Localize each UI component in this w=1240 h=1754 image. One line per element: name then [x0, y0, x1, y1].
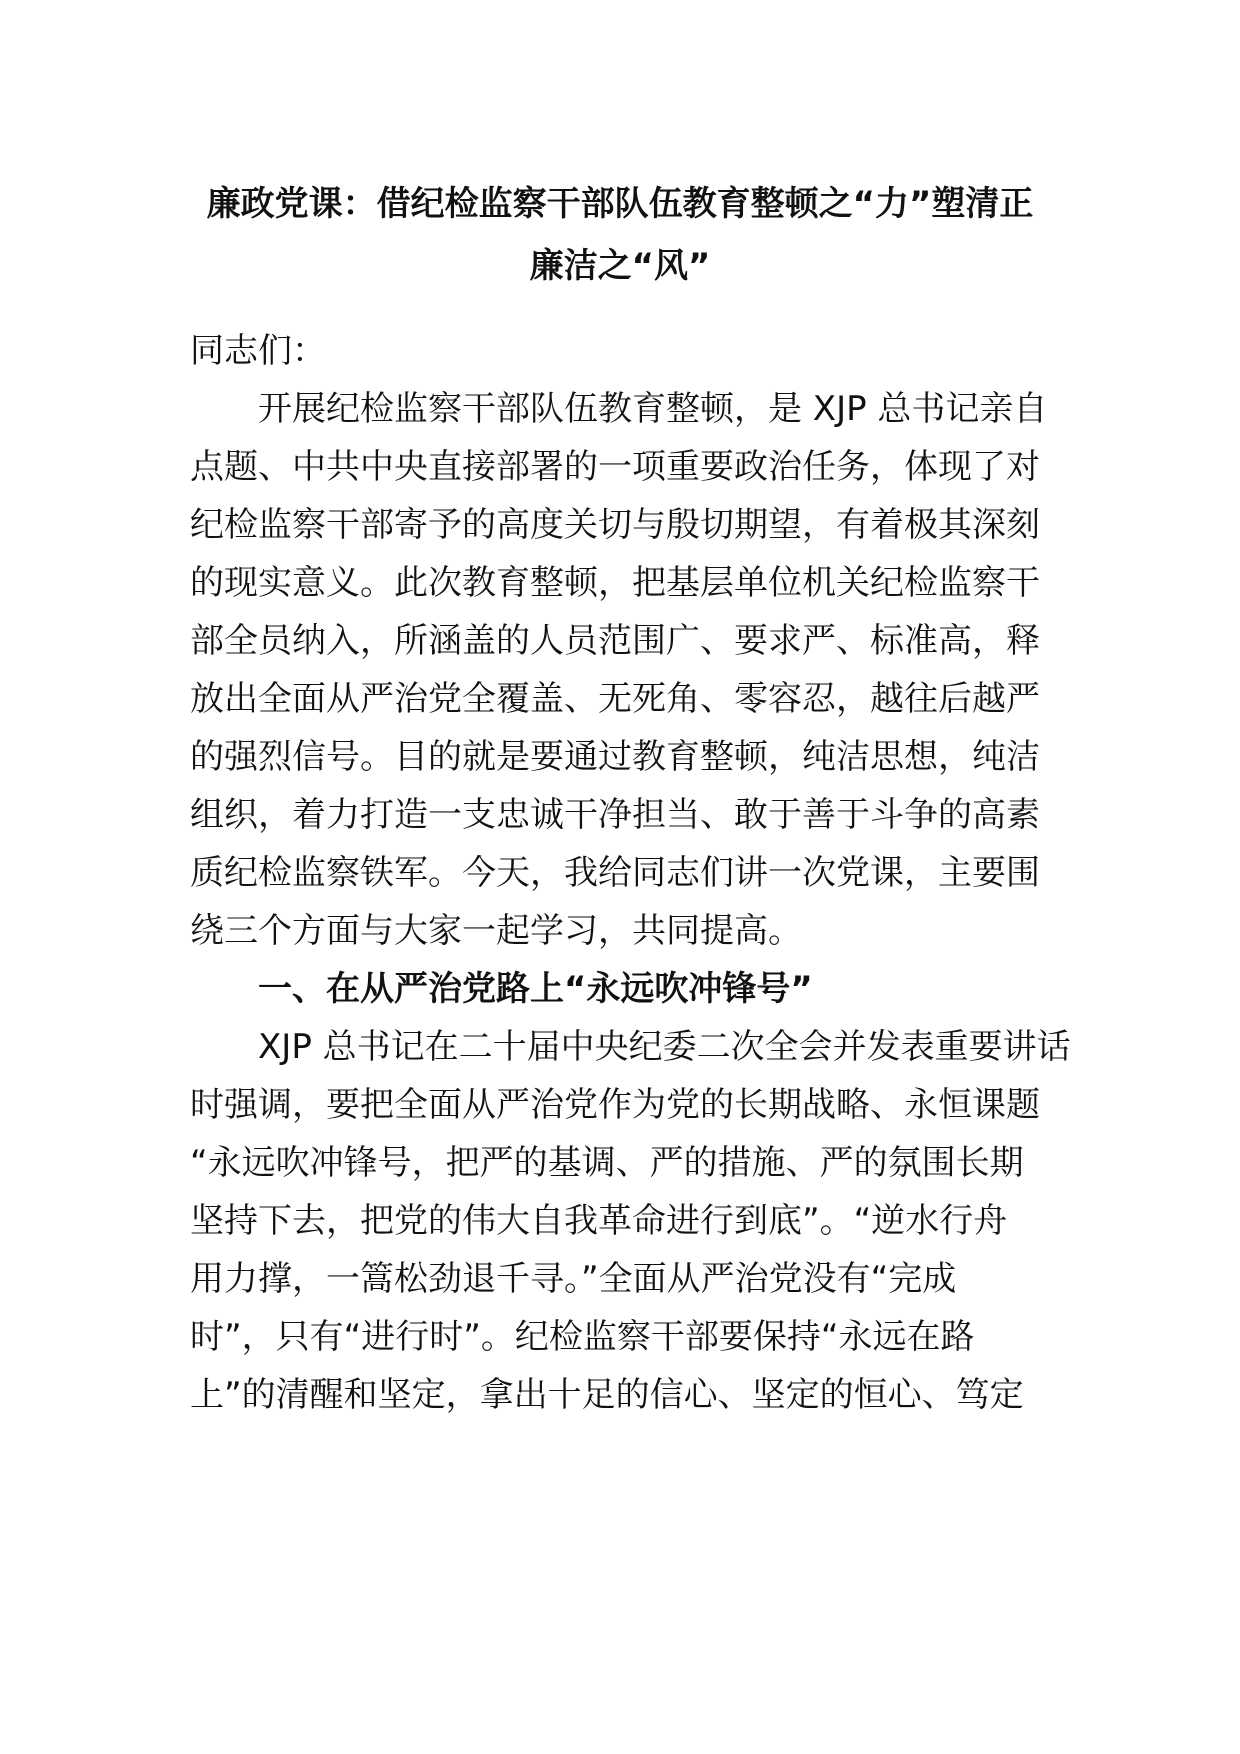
paragraph-2-line-5: 用力撑，一篙松劲退千寻。”全面从严治党没有“完成: [190, 1259, 957, 1299]
paragraph-2-line-2: 时强调，要把全面从严治党作为党的长期战略、永恒课题: [190, 1085, 1040, 1125]
paragraph-2-line-1: XJP 总书记在二十届中央纪委二次全会并发表重要讲话: [258, 1027, 1071, 1067]
paragraph-1-line-7: 的强烈信号。目的就是要通过教育整顿，纯洁思想，纯洁: [190, 737, 1040, 777]
paragraph-1-line-4: 的现实意义。此次教育整顿，把基层单位机关纪检监察干: [190, 563, 1040, 603]
document-title-line-1: 廉政党课：借纪检监察干部队伍教育整顿之“力”塑清正: [206, 184, 1034, 224]
paragraph-2-line-3: “永远吹冲锋号，把严的基调、严的措施、严的氛围长期: [190, 1143, 1024, 1183]
paragraph-2-line-7: 上”的清醒和坚定，拿出十足的信心、坚定的恒心、笃定: [190, 1375, 1024, 1415]
paragraph-1-line-6: 放出全面从严治党全覆盖、无死角、零容忍，越往后越严: [190, 679, 1040, 719]
section-1-heading: 一、在从严治党路上“永远吹冲锋号”: [258, 969, 813, 1009]
paragraph-1-line-8: 组织，着力打造一支忠诚干净担当、敢于善于斗争的高素: [190, 795, 1040, 835]
paragraph-1-line-1: 开展纪检监察干部队伍教育整顿，是 XJP 总书记亲自: [258, 389, 1048, 429]
paragraph-1-line-9: 质纪检监察铁军。今天，我给同志们讲一次党课，主要围: [190, 853, 1040, 893]
paragraph-1-line-5: 部全员纳入，所涵盖的人员范围广、要求严、标准高，释: [190, 621, 1040, 661]
paragraph-1-line-10: 绕三个方面与大家一起学习，共同提高。: [190, 911, 802, 951]
paragraph-2-line-4: 坚持下去，把党的伟大自我革命进行到底”。“逆水行舟: [190, 1201, 1008, 1241]
document-title-line-2: 廉洁之“风”: [529, 246, 711, 286]
paragraph-1-line-3: 纪检监察干部寄予的高度关切与殷切期望，有着极其深刻: [190, 505, 1040, 545]
paragraph-1-line-2: 点题、中共中央直接部署的一项重要政治任务，体现了对: [190, 447, 1040, 487]
salutation: 同志们：: [190, 331, 326, 371]
paragraph-2-line-6: 时”，只有“进行时”。纪检监察干部要保持“永远在路: [190, 1317, 975, 1357]
